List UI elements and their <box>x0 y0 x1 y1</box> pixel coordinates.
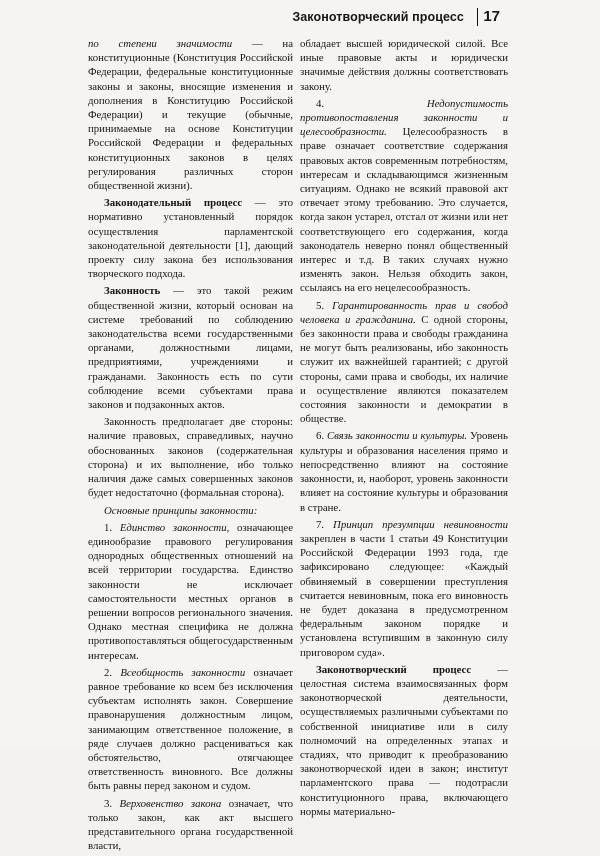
italic-lead: Единство законности <box>119 521 227 534</box>
italic-lead: по степени значимости <box>88 38 233 50</box>
page-number: 17 <box>483 8 500 25</box>
principle-number: 3. <box>104 797 120 810</box>
paragraph-text: закреплен в части 1 статьи 49 Конституции Российской Федерации 1993 года, где зафиксировано следующее: «Каждый обвиняемый в совершении преступления считается невиновным, пока его виновность не будет доказана в предусмотренном федеральным законом порядке и установлена вступившим в законную силу приговором суда». <box>300 532 508 659</box>
principle-number: 1. <box>104 521 120 534</box>
principle-7 <box>300 518 508 660</box>
definition-legality <box>88 284 293 412</box>
paragraph-text: С одной стороны, без законности права и свободы гражданина не могут быть реализованы, ибо законность служит их важнейшей гарантией; с другой стороны, сами права и свободы, их наличие и осуществление являются показателем состояния законности и демократии в обществе. <box>300 313 508 426</box>
paragraph-text: означает, что только закон, как акт высшего представительного органа государственной власти, <box>88 797 293 853</box>
italic-lead: Принцип презумпции невиновности <box>333 518 508 531</box>
paragraph-text: — это такой режим общественной жизни, который основан на системе требований по соблюдению законодательства всеми государственными органами, должностными лицами, предприятиями, учреждениями и гражданами. Законность есть по сути соблюдение всеми субъектами права законов и подзаконных актов. <box>88 285 293 412</box>
term: Законодательный процесс <box>104 197 243 210</box>
term: Законотворческий процесс <box>316 663 472 676</box>
principle-4 <box>300 97 508 296</box>
principle-2 <box>88 666 293 794</box>
definition-lawmaking-process <box>300 663 508 819</box>
italic-lead: Гарантированность прав и свобод человека и гражданина. <box>300 299 508 326</box>
italic-lead: Связь законности и культуры. <box>326 430 468 443</box>
principles-heading: Основные принципы законности: <box>104 504 258 517</box>
principle-1 <box>88 521 293 663</box>
paragraph-text: — целостная система взаимосвязанных форм законотворческой деятельности, осуществляемых различными субъектами по собственной инициативе или в силу полномочий на определенных этапах и стадиях, что приводит к преобразованию законотворческой идеи в закон; институт парламентского права — подотрасли конституционного права, включающего нормы материально- <box>300 663 508 818</box>
paragraph-text: — это нормативно установленный порядок осуществления парламентской законодательной деятельности [1], дающий проекту силу закона без использования творческого подхода. <box>88 197 293 281</box>
principle-number: 5. <box>316 299 333 312</box>
paragraph-text: — на конституционные (Конституция Российской Федерации, федеральные конституционные законы и законы, вносящие изменения и дополнения в Конституцию Российской Федерации) и текущие (обычные, принимаемые на основе Конституции Российской Федерации и федеральных конституционных законов в целях регулирования различных сторон общественной жизни). <box>88 38 293 193</box>
right-column <box>300 37 508 822</box>
principle-3 <box>88 797 293 854</box>
term: Законность <box>104 285 161 298</box>
running-title: Законотворческий процесс <box>292 10 464 24</box>
paragraph-text: Целесообразность в праве означает соответствие содержания правовых актов современным потребностям, интересам и складывающимся жизненным ситуациям. Однако не всякий правовой акт отвечает этому требованию. Это случается, когда закон устарел, отстал от жизни или нет соответствующего его содержания, когда законодатель неверно понял общественный интерес и т.д. В таких случаях нужно изменять закон. Нельзя обходить закон, ссылаясь на его нецелесообразность. <box>300 126 508 295</box>
principle-number: 6. <box>316 430 327 443</box>
principle-number: 7. <box>316 518 334 531</box>
paragraph-significance <box>88 37 293 193</box>
paragraph-text: , означающее единообразие правового регулирования однородных общественных отношений на всей территории государства. Единство законности не исключает самостоятельности местных органов в решении вопросов регионального значения. Однако местная специфика не должна противопоставляться общегосударственным интересам. <box>88 521 294 662</box>
italic-lead: Всеобщность законности <box>120 666 246 679</box>
paragraph-continuation: обладает высшей юридической силой. Все иные правовые акты и юридически значимые действия должны соответствовать закону. <box>300 38 508 93</box>
header-divider <box>477 8 478 26</box>
paragraph-text: означает равное требование ко всем без исключения субъектам исполнять закон. Совершение правонарушения должностным лицом, занимающим ответственное положение, в ряде случаев должно расцениваться как обстоятельство, отягчающее ответственность виновного. Все должны быть равны перед законом и судом. <box>88 666 294 793</box>
definition-legislative-process <box>88 196 293 281</box>
principle-5 <box>300 299 508 427</box>
left-column <box>88 37 293 856</box>
paragraph-two-sides: Законность предполагает две стороны: наличие правовых, справедливых, научно обоснованных законов (содержательная сторона) и их выполнение, ибо только наличия даже самых совершенных законов будет недостаточно (формальная сторона). <box>88 416 293 500</box>
italic-lead: Недопустимость противопоставления законности и целесообразности. <box>300 97 508 139</box>
principle-6 <box>300 429 508 514</box>
principle-number: 2. <box>104 666 121 679</box>
page-header <box>0 7 600 29</box>
italic-lead: Верховенство закона <box>119 797 222 810</box>
principle-number: 4. <box>316 97 427 110</box>
paragraph-text: Уровень культуры и образования населения прямо и непосредственно влияют на состояние законности, и, наоборот, уровень законности влияет на состояние культуры и образования в стране. <box>300 430 508 514</box>
